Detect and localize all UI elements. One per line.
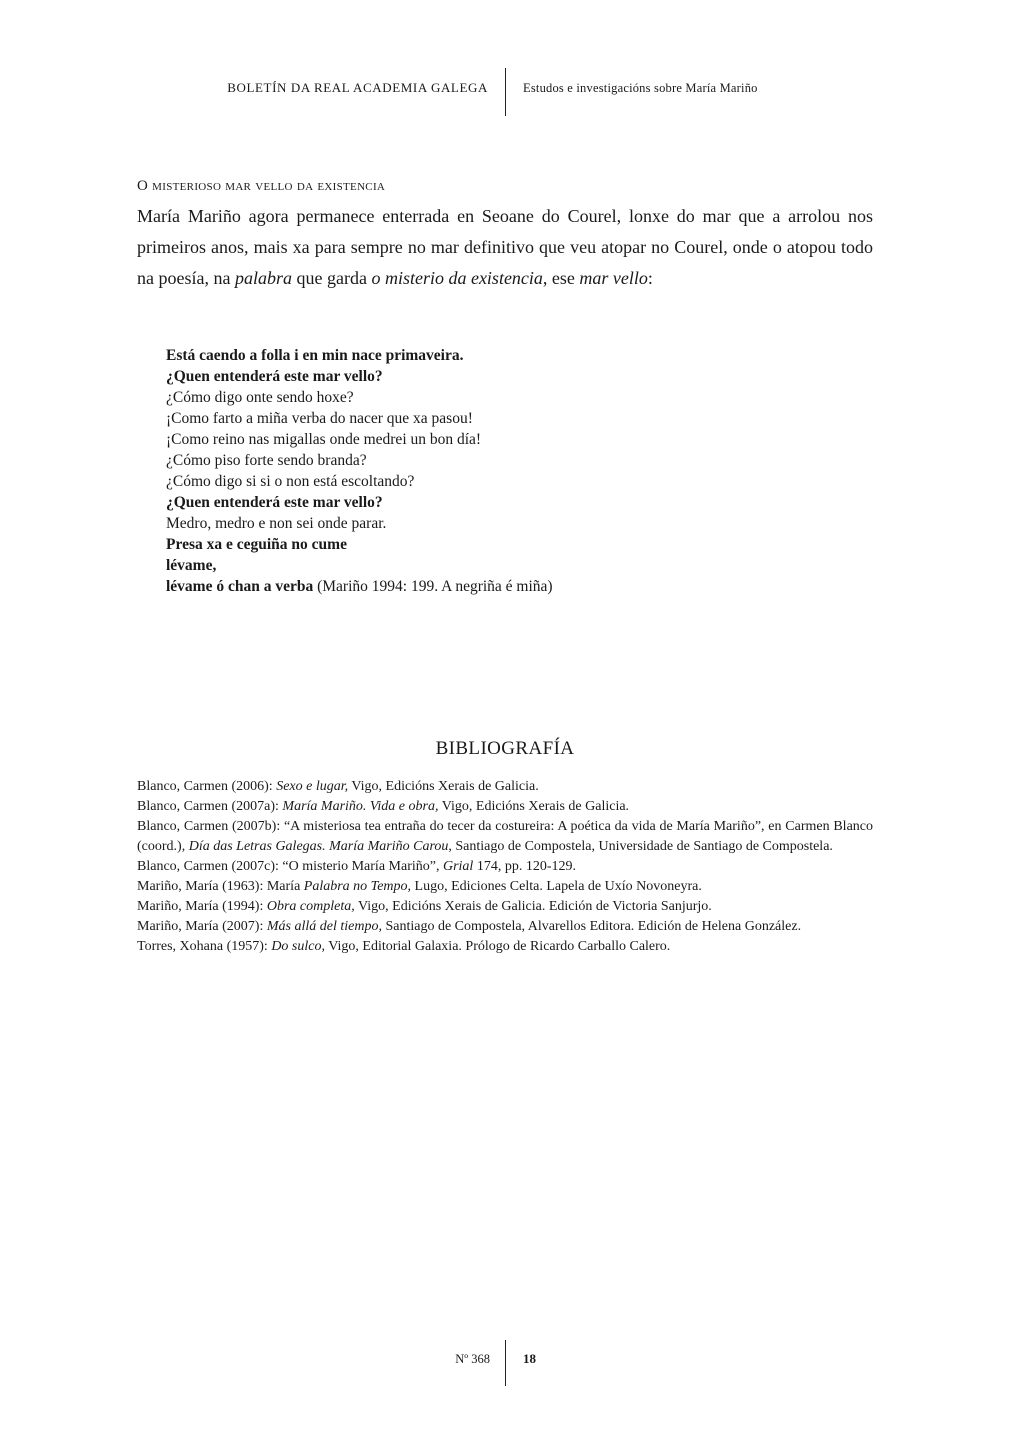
poem-line: ¡Como farto a miña verba do nacer que xa pasou!: [166, 410, 473, 427]
bibliography-entry: Blanco, Carmen (2006): Sexo e lugar, Vigo, Edicións Xerais de Galicia.: [137, 779, 539, 794]
poem-line: Presa xa e ceguiña no cume: [166, 536, 347, 553]
poem-line: Está caendo a folla i en min nace primaveira.: [166, 347, 464, 364]
bibliography-entry: Mariño, María (1963): María Palabra no Tempo, Lugo, Ediciones Celta. Lapela de Uxío Novoneyra.: [137, 879, 702, 894]
poem-line: ¡Como reino nas migallas onde medrei un bon día!: [166, 431, 482, 448]
bibliography-entry: Blanco, Carmen (2007b): “A misteriosa tea entraña do tecer da costureira: A poética da vida de María Mariño”, en Carmen Blanco (coord.), Día das Letras Galegas. María Mariño Carou, Santiago de Compostela, Universidade de Santiago de Compostela.: [137, 819, 873, 854]
header-section-title: Estudos e investigacións sobre María Mariño: [523, 81, 758, 95]
page-number: 18: [523, 1351, 536, 1366]
poem-line: ¿Cómo piso forte sendo branda?: [166, 452, 367, 469]
bibliography-entry: Blanco, Carmen (2007c): “O misterio María Mariño”, Grial 174, pp. 120-129.: [137, 859, 576, 874]
bibliography-entry: Mariño, María (2007): Más allá del tiempo, Santiago de Compostela, Alvarellos Editora. Edición de Helena González.: [137, 919, 802, 934]
poem-line: lévame,: [166, 557, 217, 574]
bibliography-title: BIBLIOGRAFÍA: [435, 738, 575, 759]
poem-line: ¿Cómo digo onte sendo hoxe?: [166, 389, 354, 406]
footer-issue-number: Nº 368: [455, 1352, 490, 1366]
bibliography-list: [137, 777, 873, 957]
bibliography-entry: Blanco, Carmen (2007a): María Mariño. Vida e obra, Vigo, Edicións Xerais de Galicia.: [137, 799, 630, 814]
bibliography-entry: Mariño, María (1994): Obra completa, Vigo, Edicións Xerais de Galicia. Edición de Victoria Sanjurjo.: [137, 899, 712, 914]
header-divider: [505, 68, 506, 116]
section-heading: O misterioso mar vello da existencia: [137, 178, 386, 194]
poem-citation: (Mariño 1994: 199. A negriña é miña): [313, 578, 553, 595]
poem-line-bold: lévame ó chan a verba: [166, 578, 314, 595]
intro-paragraph: María Mariño agora permanece enterrada en Seoane do Courel, lonxe do mar que a arrolou nos primeiros anos, mais xa para sempre no mar definitivo que veu atopar no Courel, onde o atopou todo na poesía, na palabra que garda o misterio da existencia, ese mar vello:: [137, 206, 873, 288]
poem: [166, 345, 553, 597]
bibliography-entry: Torres, Xohana (1957): Do sulco, Vigo, Editorial Galaxia. Prólogo de Ricardo Carballo Calero.: [137, 939, 671, 954]
header-journal-title: BOLETÍN DA REAL ACADEMIA GALEGA: [227, 80, 488, 95]
poem-line: ¿Quen entenderá este mar vello?: [166, 494, 383, 511]
poem-line: [166, 576, 553, 597]
footer-divider: [505, 1340, 506, 1386]
poem-line: Medro, medro e non sei onde parar.: [166, 515, 387, 532]
poem-line: ¿Quen entenderá este mar vello?: [166, 368, 383, 385]
poem-line: ¿Cómo digo si si o non está escoltando?: [166, 473, 415, 490]
